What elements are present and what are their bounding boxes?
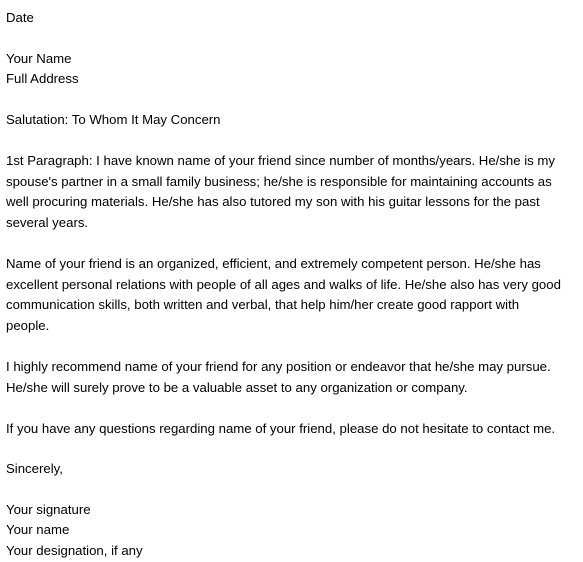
paragraph-1 — [6, 151, 579, 233]
paragraph-4: If you have any questions regarding name of your friend, please do not hesitate to contact me. — [6, 421, 556, 436]
paragraph-2-line: people. — [6, 317, 50, 333]
paragraph-2-line: excellent personal relations with people of all ages and walks of life. He/she also has very good — [6, 276, 561, 292]
signer-name: Your name — [6, 522, 70, 537]
paragraph-2-line: Name of your friend is an organized, efficient, and extremely competent person. He/she has — [6, 256, 541, 271]
sender-address: Full Address — [6, 71, 79, 86]
paragraph-2 — [6, 254, 579, 336]
paragraph-3 — [6, 357, 579, 398]
date-line: Date — [6, 10, 34, 25]
paragraph-1-line: several years. — [6, 214, 89, 230]
paragraph-2-line: communication skills, both written and verbal, that help him/her create good rapport with — [6, 297, 520, 312]
paragraph-1-line: spouse's partner in a small family business; he/she is responsible for maintaining accounts as — [6, 173, 552, 189]
paragraph-3-line: He/she will surely prove to be a valuable asset to any organization or company. — [6, 379, 468, 395]
paragraph-3-line: I highly recommend name of your friend for any position or endeavor that he/she may pursue. — [6, 359, 551, 374]
salutation: Salutation: To Whom It May Concern — [6, 112, 221, 127]
closing: Sincerely, — [6, 461, 63, 476]
paragraph-1-line: 1st Paragraph: I have known name of your friend since number of months/years. He/she is my — [6, 153, 556, 168]
sender-name: Your Name — [6, 51, 72, 66]
signature-line: Your signature — [6, 502, 91, 517]
paragraph-1-line: well procuring materials. He/she has also tutored my son with his guitar lessons for the past — [6, 194, 540, 209]
signer-designation: Your designation, if any — [6, 543, 143, 558]
